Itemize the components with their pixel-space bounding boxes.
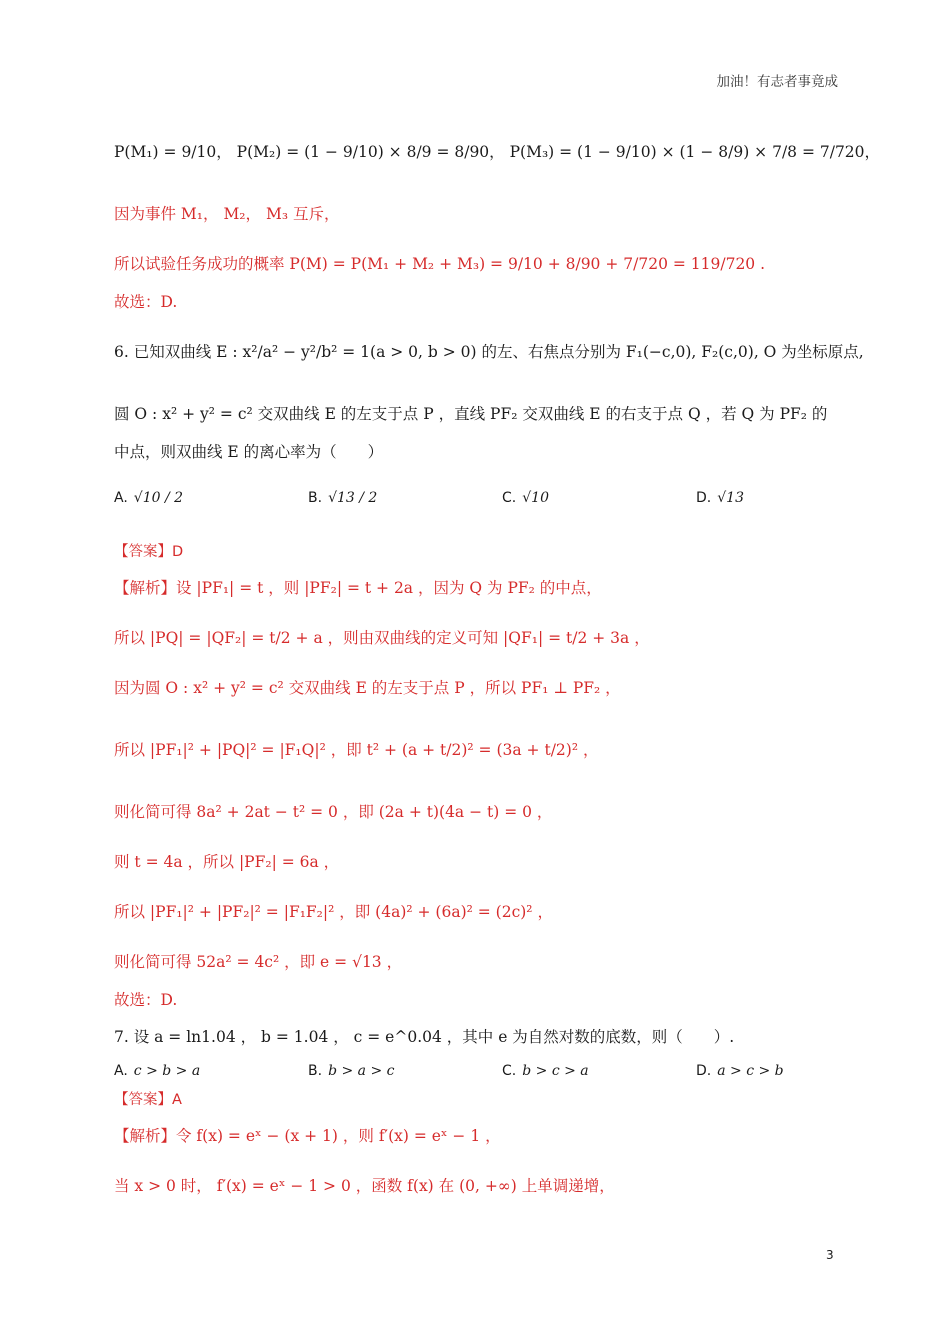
option-value: √13 / 2: [328, 490, 378, 506]
option-label: B.: [308, 490, 323, 506]
page-header-motto: 加油！有志者事竟成: [716, 74, 838, 90]
q6-analysis-6: 则 t = 4a ，所以 |PF₂| = 6a ，: [114, 853, 340, 871]
option-label: C.: [502, 490, 517, 506]
q6-answer: 【答案】D: [114, 544, 184, 560]
option-value: √13: [717, 490, 744, 506]
mutually-exclusive-note: 因为事件 M₁， M₂， M₃ 互斥，: [114, 205, 340, 223]
option-label: D.: [696, 1063, 712, 1079]
q7-option-d: [696, 1063, 784, 1079]
q6-stem-line1: 6. 已知双曲线 E : x²/a² − y²/b² = 1(a > 0, b > 0) 的左、右焦点分别为 F₁(−c,0), F₂(c,0), O 为坐标原点,: [114, 343, 864, 361]
q7-answer: 【答案】A: [114, 1092, 182, 1108]
option-label: C.: [502, 1063, 517, 1079]
q6-analysis-5: 则化简可得 8a² + 2at − t² = 0 ，即 (2a + t)(4a − t) = 0 ，: [114, 803, 553, 821]
q6-analysis-3: 因为圆 O : x² + y² = c² 交双曲线 E 的左支于点 P ，所以 PF₁ ⊥ PF₂ ，: [114, 679, 621, 697]
option-value: c > b > a: [133, 1063, 201, 1079]
q7-analysis-1: 【解析】令 f(x) = eˣ − (x + 1) ，则 f′(x) = eˣ − 1 ，: [114, 1127, 501, 1145]
q6-option-c: [502, 490, 549, 506]
q7-analysis-2: 当 x > 0 时， f′(x) = eˣ − 1 > 0 ，函数 f(x) 在 (0, +∞) 上单调递增，: [114, 1177, 615, 1195]
q6-stem-line2: 圆 O : x² + y² = c² 交双曲线 E 的左支于点 P ，直线 PF₂ 交双曲线 E 的右支于点 Q ，若 Q 为 PF₂ 的: [114, 405, 828, 423]
q7-stem: 7. 设 a = ln1.04 ， b = 1.04 ， c = e^0.04 ，其中 e 为自然对数的底数，则（ ）.: [114, 1028, 735, 1046]
q6-analysis-2: 所以 |PQ| = |QF₂| = t/2 + a ，则由双曲线的定义可知 |QF₁| = t/2 + 3a ，: [114, 629, 650, 647]
option-value: b > c > a: [522, 1063, 589, 1079]
option-value: a > c > b: [717, 1063, 784, 1079]
option-label: B.: [308, 1063, 323, 1079]
total-probability: 所以试验任务成功的概率 P(M) = P(M₁ + M₂ + M₃) = 9/10 + 8/90 + 7/720 = 119/720 .: [114, 255, 766, 273]
q6-analysis-8: 则化简可得 52a² = 4c² ，即 e = √13 ，: [114, 953, 403, 971]
q5-conclusion: 故选：D.: [114, 293, 178, 311]
q6-analysis-7: 所以 |PF₁|² + |PF₂|² = |F₁F₂|² ，即 (4a)² + (6a)² = (2c)² ，: [114, 903, 553, 921]
q6-option-b: [308, 490, 377, 506]
q6-option-a: [114, 490, 183, 506]
q6-option-d: [696, 490, 744, 506]
q6-analysis-1: 【解析】设 |PF₁| = t ，则 |PF₂| = t + 2a ，因为 Q 为 PF₂ 的中点，: [114, 579, 602, 597]
page-number: 3: [826, 1248, 834, 1262]
option-value: b > a > c: [328, 1063, 395, 1079]
option-value: √10: [522, 490, 549, 506]
q6-conclusion: 故选：D.: [114, 991, 178, 1009]
option-label: D.: [696, 490, 712, 506]
option-value: √10 / 2: [133, 490, 184, 506]
calc-probabilities: P(M₁) = 9/10， P(M₂) = (1 − 9/10) × 8/9 = 8/90， P(M₃) = (1 − 9/10) × (1 − 8/9) × 7/8 = 7/720，: [114, 143, 881, 161]
q6-analysis-4: 所以 |PF₁|² + |PQ|² = |F₁Q|² ，即 t² + (a + t/2)² = (3a + t/2)² ，: [114, 741, 599, 759]
option-label: A.: [114, 1063, 128, 1079]
q7-option-a: [114, 1063, 200, 1079]
option-label: A.: [114, 490, 128, 506]
q7-option-b: [308, 1063, 394, 1079]
q6-stem-line3: 中点，则双曲线 E 的离心率为（ ）: [114, 443, 384, 461]
q7-option-c: [502, 1063, 589, 1079]
